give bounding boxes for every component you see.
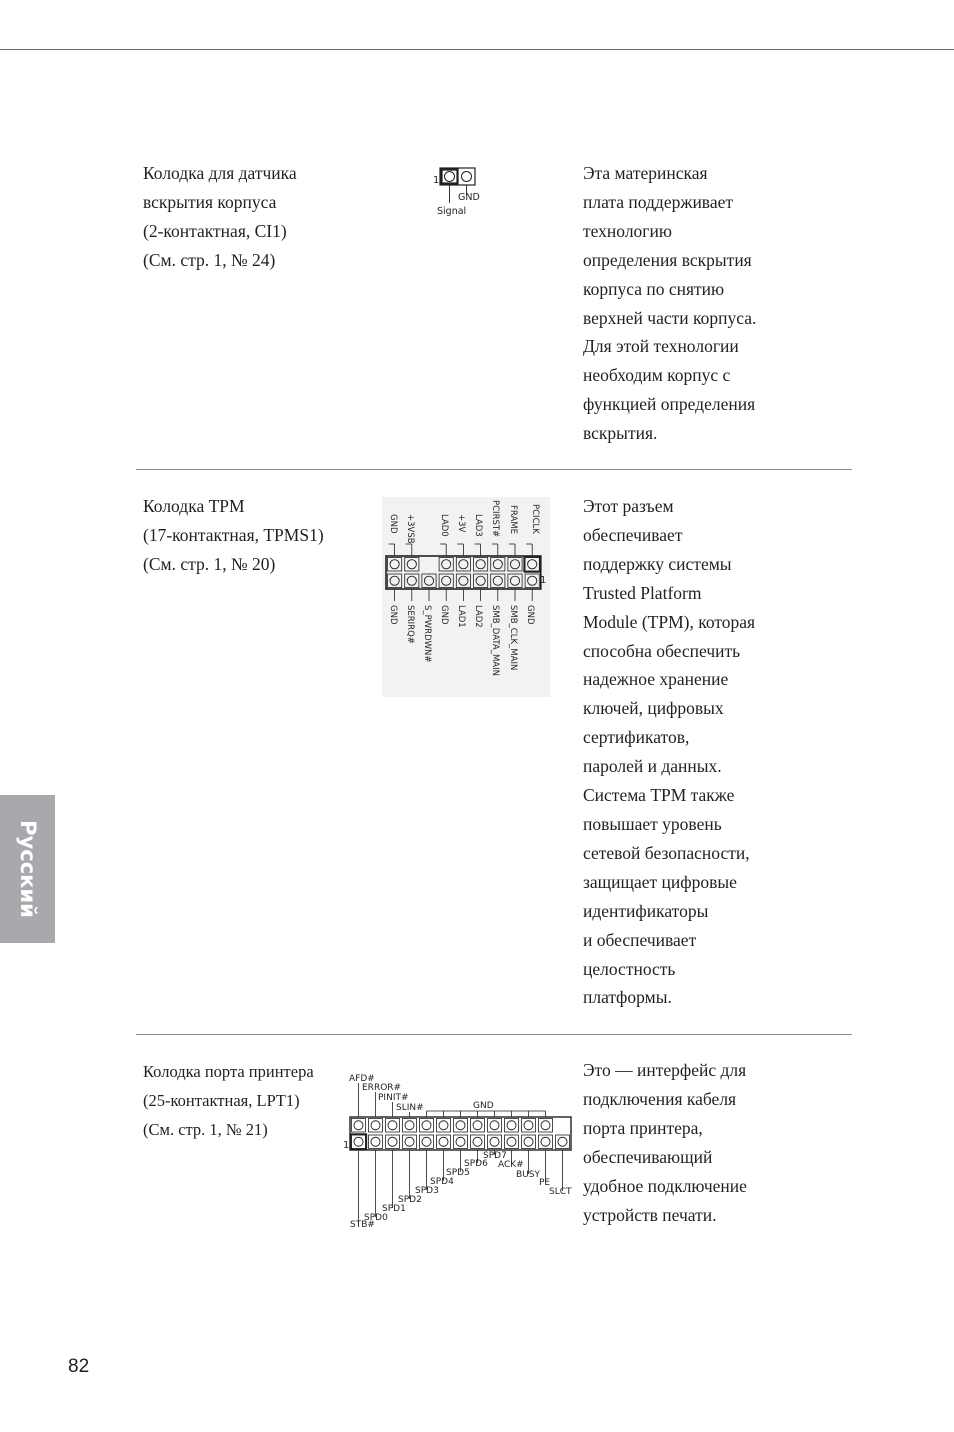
lpt-pin [456,1121,465,1130]
lpt-bottom-label: SPD0 [364,1213,388,1223]
lpt-desc-line: устройств печати. [583,1204,717,1225]
tpm-top-label: +3VSB [405,514,415,544]
ci1-desc-line: определения вскрытия [583,249,752,270]
lpt-pin [439,1121,448,1130]
lpt-bottom-label: SPD7 [483,1151,507,1161]
tpm-pin1-label: 1 [540,575,547,586]
lpt-pin [541,1121,550,1130]
lpt-pin [490,1137,499,1146]
ci1-pin-diagram [428,163,488,218]
lpt-label-line: (См. стр. 1, № 21) [143,1120,268,1139]
tpm-desc-line: платформы. [583,987,672,1008]
tpm-desc-line: защищает цифровые [583,871,737,892]
lpt-pin [524,1121,533,1130]
ci1-desc-line: плата поддерживает [583,191,734,212]
lpt-desc-line: порта принтера, [583,1117,703,1138]
tpm-bottom-label: SERIRQ# [405,605,415,644]
lpt-desc-line: удобное подключение [583,1175,747,1196]
lpt-pin [388,1121,397,1130]
lpt-pin [456,1137,465,1146]
lpt-top-label: SLIN# [396,1103,424,1113]
tpm-desc-line: повышает уровень [583,813,722,834]
lpt-pin [405,1121,414,1130]
lpt-bottom-label: SPD4 [430,1177,454,1187]
ci1-desc-line: технологию [583,220,672,241]
tpm-label-line: (См. стр. 1, № 20) [143,554,276,574]
lpt-bottom-label: SPD2 [398,1195,422,1205]
ci1-description [583,159,823,448]
tpm-bottom-label: GND [525,605,535,625]
ci1-desc-line: необходим корпус с [583,365,731,386]
ci1-pin-2 [462,172,472,182]
tpm-top-label: PCICLK [530,504,540,534]
ci1-desc-line: корпуса по снятию [583,278,725,299]
tpm-top-label: +3V [456,514,466,533]
lpt-pin [473,1121,482,1130]
tpm-desc-line: паролей и данных. [583,756,722,777]
tpm-desc-line: обеспечивает [583,524,683,545]
tpm-desc-line: идентификаторы [583,900,709,921]
lpt-bottom-label: SPD1 [382,1204,406,1214]
tpm-bottom-label: SMB_DATA_MAIN [490,605,500,676]
lpt-bottom-label: ACK# [498,1160,524,1170]
ci1-gnd-label: GND [458,192,480,203]
tpm-top-label: PCIRST# [490,500,500,538]
tpm-bottom-label: LAD1 [456,605,466,628]
lpt-desc-line: обеспечивающий [583,1146,713,1167]
tpm-desc-line: сетевой безопасности, [583,842,750,863]
lpt-pin [507,1121,516,1130]
lpt-top-label: ERROR# [362,1083,402,1093]
tpm-desc-line: сертификатов, [583,727,690,748]
lpt-pin [439,1137,448,1146]
lpt-bottom-label: SLCT [549,1187,572,1197]
tpm-desc-line: ключей, цифровых [583,698,724,719]
tpm-label-line: (17-контактная, TPMS1) [143,525,324,545]
lpt-pin1-marker [351,1134,366,1149]
lpt-pin [354,1137,363,1146]
ci1-pin-1 [445,172,455,182]
lpt-label [143,1057,353,1144]
tpm-desc-line: Module (TPM), которая [583,611,756,632]
tpm-top-label: FRAME [508,505,518,534]
section-divider [136,469,852,470]
lpt-pin [371,1121,380,1130]
lpt-pin-array [350,1117,571,1150]
ci1-desc-line: верхней части корпуса. [583,307,757,328]
ci1-label-line: Колодка для датчика [143,163,297,183]
section-divider [136,1034,852,1035]
tpm-desc-line: Этот разъем [583,496,674,516]
tpm-top-label: LAD3 [473,514,483,537]
lpt-top-label: AFD# [349,1074,375,1084]
tpm-desc-line: целостность [583,958,676,979]
tpm-bottom-label: GND [439,605,449,625]
lpt-pin [354,1121,363,1130]
lpt-leads [359,1083,563,1224]
ci1-desc-line: функцией определения [583,394,756,415]
tpm-pin-diagram [382,497,550,697]
ci1-pin1-label: 1 [433,175,440,186]
lpt-pin [558,1137,567,1146]
tpm-label [143,492,353,579]
ci1-desc-line: Эта материнская [583,163,708,183]
lpt-pin [422,1121,431,1130]
ci1-label-line: (2-контактная, CI1) [143,221,287,241]
tpm-desc-line: надежное хранение [583,669,729,690]
lpt-pin-diagram [340,1068,575,1233]
lpt-pin [507,1137,516,1146]
ci1-label-line: вскрытия корпуса [143,192,277,212]
lpt-bottom-label: SPD5 [446,1168,470,1178]
lpt-bottom-label: SPD3 [415,1186,439,1196]
tpm-bottom-label: GND [388,605,398,625]
tpm-bottom-label: LAD2 [473,605,483,628]
lpt-desc-line: подключения кабеля [583,1088,737,1109]
ci1-desc-line: Для этой технологии [583,336,739,357]
tpm-bottom-label: SMB_CLK_MAIN [508,605,518,671]
tpm-desc-line: Система TPM также [583,785,735,806]
tpm-label-line: Колодка TPM [143,496,245,516]
lpt-label-line: (25-контактная, LPT1) [143,1091,300,1110]
lpt-top-label: PINIT# [378,1093,409,1103]
lpt-pin [388,1137,397,1146]
lpt-pin [405,1137,414,1146]
language-tab-label: Русский [15,820,40,918]
lpt-desc-line: Это — интерфейс для [583,1060,747,1080]
ci1-label-line: (См. стр. 1, № 24) [143,250,276,270]
lpt-pin [524,1137,533,1146]
lpt-pin [473,1137,482,1146]
lpt-pin [490,1121,499,1130]
lpt-pin1-label: 1 [343,1140,350,1151]
tpm-top-label: GND [388,514,398,534]
lpt-header-outline [350,1117,571,1150]
tpm-desc-line: Trusted Platform [583,582,702,603]
lpt-pin [371,1137,380,1146]
lpt-bottom-label: STB# [350,1220,375,1230]
lpt-bottom-label: SPD6 [464,1159,488,1169]
lpt-pin [422,1137,431,1146]
tpm-desc-line: и обеспечивает [583,929,697,950]
tpm-description [583,492,823,1012]
lpt-description [583,1056,823,1229]
ci1-label [143,159,353,275]
language-side-tab [0,795,55,943]
tpm-top-label: LAD0 [439,514,449,537]
lpt-pin [541,1137,550,1146]
tpm-desc-line: поддержку системы [583,553,732,574]
tpm-desc-line: способна обеспечить [583,640,741,661]
lpt-top-label: GND [473,1101,494,1111]
ci1-signal-label: Signal [437,206,467,217]
lpt-label-line: Колодка порта принтера [143,1062,314,1081]
page-number: 82 [68,1356,90,1377]
ci1-desc-line: вскрытия. [583,423,658,444]
top-rule [0,49,954,50]
tpm-bottom-label: S_PWRDWN# [422,605,432,663]
lpt-bottom-label: PE [539,1178,551,1188]
lpt-bottom-label: BUSY [516,1170,540,1180]
